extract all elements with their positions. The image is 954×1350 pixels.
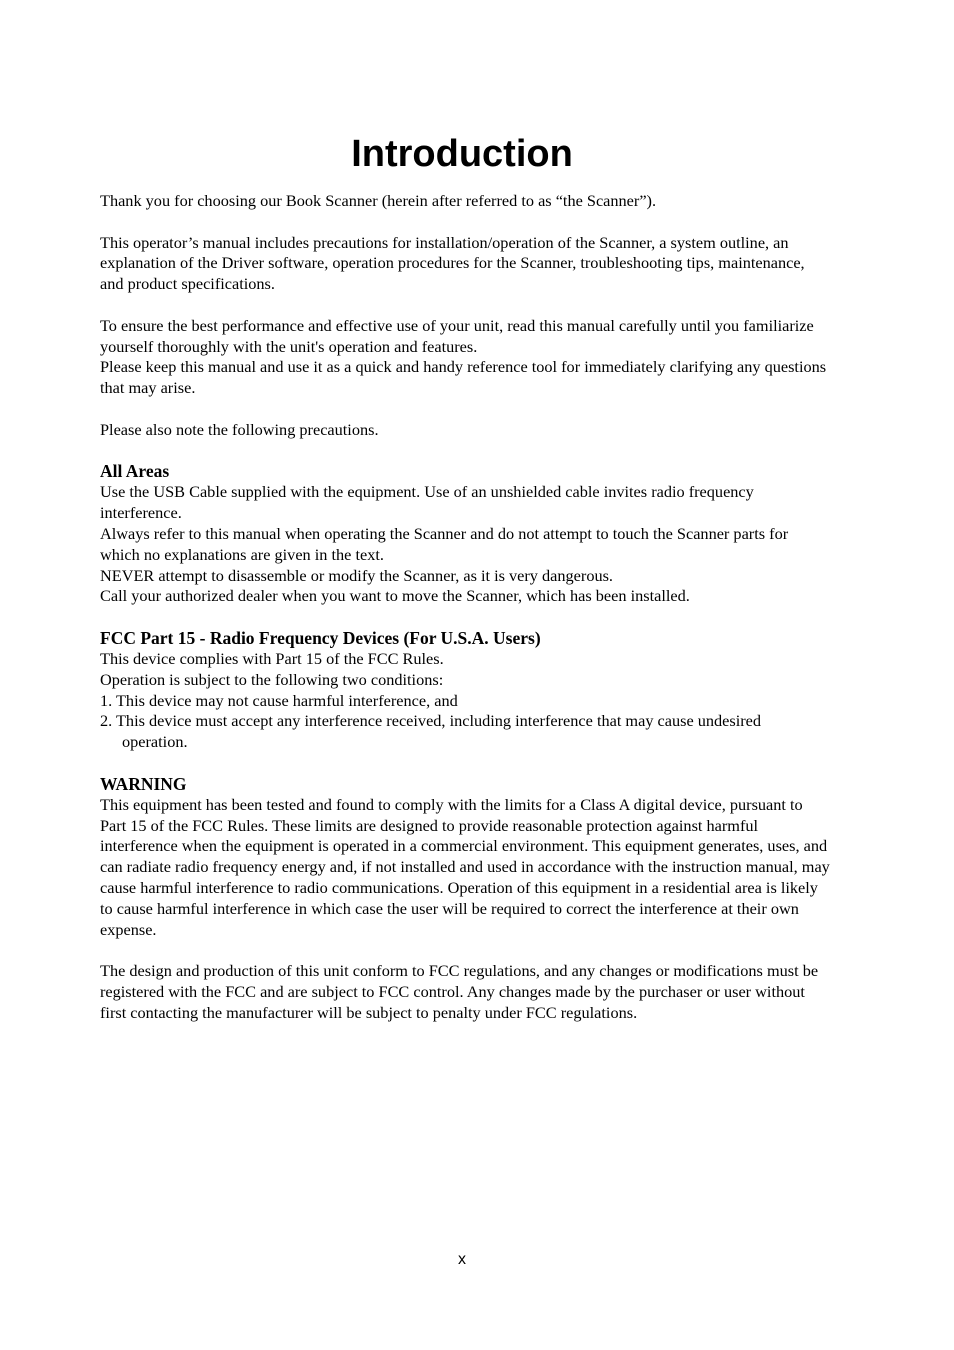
intro-paragraph-precautions: Please also note the following precautions.: [100, 419, 379, 439]
warning-paragraph-class-a: This equipment has been tested and found to comply with the limits for a Class A digital device, pursuant to Part 15 of the FCC Rules. These limits are designed to provide reasonable protection against harmful interference when the equipment is operated in a commercial environment. This equipment generates, uses, and can radiate radio frequency energy and, if not installed and used in accordance with the instruction manual, may cause harmful interference to radio communications. Operation of this equipment in a residential area is likely to cause harmful interference in which case the user will be required to correct the interference at their own expense.: [100, 794, 830, 939]
page-title: Introduction: [351, 133, 573, 175]
section-heading-fcc: FCC Part 15 - Radio Frequency Devices (For U.S.A. Users): [100, 627, 541, 648]
all-areas-line-refer-manual: Always refer to this manual when operating the Scanner and do not attempt to touch the Scanner parts for which no explanations are given in the text.: [100, 523, 789, 564]
paragraph-gap: [100, 295, 830, 316]
paragraph-gap: [100, 607, 830, 628]
paragraph-gap: [100, 399, 830, 420]
fcc-line-conditions: Operation is subject to the following two conditions:: [100, 669, 444, 689]
paragraph-gap: [100, 212, 830, 233]
all-areas-line-usb-cable: Use the USB Cable supplied with the equipment. Use of an unshielded cable invites radio frequency interference.: [100, 482, 754, 523]
paragraph-gap: [100, 753, 830, 774]
page-number: x: [458, 1251, 466, 1268]
intro-paragraph-manual-contents: This operator’s manual includes precautions for installation/operation of the Scanner, a system outline, an explanation of the Driver software, operation procedures for the Scanner, troubleshooting tips, maintenance, and product specifications.: [100, 232, 805, 294]
document-body: [100, 191, 830, 1023]
fcc-condition-item-1: 1. This device may not cause harmful interference, and: [100, 690, 458, 710]
fcc-condition-item-2: 2. This device must accept any interference received, including interference that may cause undesired operation.: [100, 711, 762, 752]
intro-paragraph-read-carefully: To ensure the best performance and effective use of your unit, read this manual carefully until you familiarize yourself thoroughly with the unit's operation and features.: [100, 315, 814, 356]
paragraph-gap: [100, 940, 830, 961]
section-heading-warning: WARNING: [100, 773, 187, 794]
warning-paragraph-fcc-regulations: The design and production of this unit conform to FCC regulations, and any changes or modifications must be registered with the FCC and are subject to FCC control. Any changes made by the purchaser or user without first contacting the manufacturer will be subject to penalty under FCC regulations.: [100, 961, 819, 1022]
intro-paragraph-thanks: Thank you for choosing our Book Scanner (herein after referred to as “the Scanner”).: [100, 191, 657, 210]
intro-paragraph-keep-manual: Please keep this manual and use it as a quick and handy reference tool for immediately clarifying any questions that may arise.: [100, 357, 827, 398]
section-heading-all-areas: All Areas: [100, 461, 170, 482]
all-areas-line-never-disassemble: NEVER attempt to disassemble or modify the Scanner, as it is very dangerous.: [100, 565, 614, 585]
fcc-line-complies: This device complies with Part 15 of the FCC Rules.: [100, 648, 444, 668]
all-areas-line-call-dealer: Call your authorized dealer when you want to move the Scanner, which has been installed.: [100, 586, 690, 606]
paragraph-gap: [100, 441, 830, 462]
